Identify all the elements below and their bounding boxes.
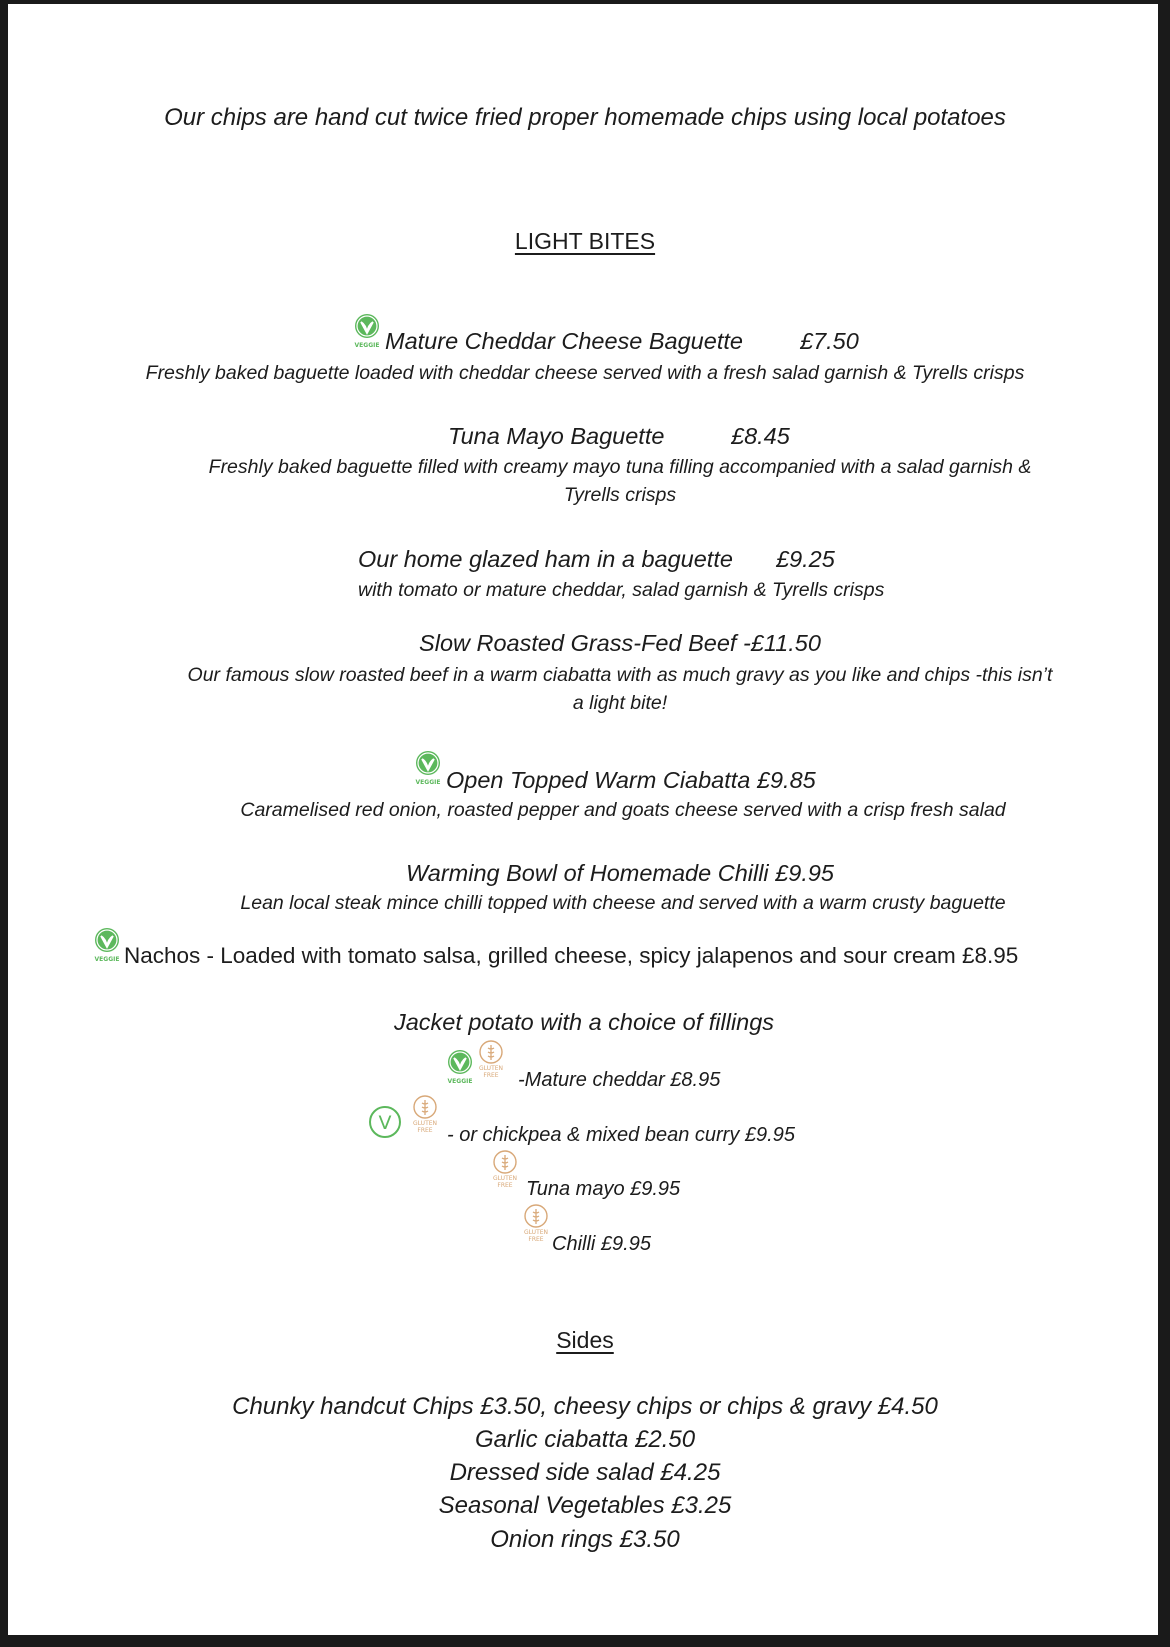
item-description: Lean local steak mince chilli topped with cheese and served with a warm crusty baguette bbox=[240, 892, 1006, 914]
filling-item: -Mature cheddar £8.95 bbox=[518, 1069, 721, 1091]
vegan-icon bbox=[367, 1104, 403, 1140]
light-bites-heading: LIGHT BITES bbox=[514, 228, 656, 254]
svg-text:FREE: FREE bbox=[497, 1182, 513, 1189]
svg-text:VEGGIE: VEGGIE bbox=[415, 779, 441, 786]
svg-text:V: V bbox=[378, 1112, 392, 1134]
veggie-icon bbox=[90, 925, 124, 965]
veggie-icon bbox=[411, 748, 445, 788]
gluten-free-icon bbox=[407, 1094, 443, 1134]
item-title: Tuna Mayo Baguette bbox=[448, 423, 665, 449]
side-item: Chunky handcut Chips £3.50, cheesy chips or chips & gravy £4.50 bbox=[232, 1393, 938, 1420]
svg-text:GLUTEN: GLUTEN bbox=[492, 1175, 518, 1182]
item-price: £7.50 bbox=[800, 328, 859, 354]
item-price: £8.45 bbox=[731, 423, 790, 449]
side-item: Dressed side salad £4.25 bbox=[449, 1459, 721, 1486]
svg-text:FREE: FREE bbox=[417, 1127, 433, 1134]
svg-text:GLUTEN: GLUTEN bbox=[412, 1120, 438, 1127]
svg-text:GLUTEN: GLUTEN bbox=[523, 1229, 549, 1236]
side-item: Garlic ciabatta £2.50 bbox=[474, 1426, 696, 1453]
filling-item: - or chickpea & mixed bean curry £9.95 bbox=[447, 1124, 795, 1146]
item-title: Our home glazed ham in a baguette bbox=[358, 546, 733, 572]
jacket-title: Jacket potato with a choice of fillings bbox=[393, 1009, 775, 1035]
item-description: Our famous slow roasted beef in a warm ciabatta with as much gravy as you like and chips -this isn’t bbox=[187, 664, 1053, 686]
item-description: Caramelised red onion, roasted pepper and goats cheese served with a crisp fresh salad bbox=[240, 799, 1006, 821]
side-item: Seasonal Vegetables £3.25 bbox=[438, 1492, 732, 1519]
filling-item: Chilli £9.95 bbox=[552, 1233, 651, 1255]
item-title: Open Topped Warm Ciabatta £9.85 bbox=[446, 767, 816, 793]
svg-text:VEGGIE: VEGGIE bbox=[447, 1078, 473, 1085]
intro-text: Our chips are hand cut twice fried proper homemade chips using local potatoes bbox=[164, 104, 1006, 131]
item-description: a light bite! bbox=[572, 692, 668, 714]
veggie-icon bbox=[350, 311, 384, 351]
item-title: Slow Roasted Grass-Fed Beef -£11.50 bbox=[419, 630, 821, 656]
item-description: Freshly baked baguette filled with creamy mayo tuna filling accompanied with a salad garnish & bbox=[208, 456, 1032, 478]
item-description: Freshly baked baguette loaded with cheddar cheese served with a fresh salad garnish & Tyrells crisps bbox=[145, 362, 1025, 384]
svg-text:FREE: FREE bbox=[483, 1072, 499, 1079]
item-title: Mature Cheddar Cheese Baguette bbox=[385, 328, 743, 354]
item-title: Warming Bowl of Homemade Chilli £9.95 bbox=[406, 860, 834, 886]
filling-item: Tuna mayo £9.95 bbox=[526, 1178, 681, 1200]
svg-text:VEGGIE: VEGGIE bbox=[94, 956, 120, 963]
item-description: with tomato or mature cheddar, salad garnish & Tyrells crisps bbox=[358, 579, 885, 601]
sides-heading: Sides bbox=[556, 1327, 614, 1353]
item-title: Nachos - Loaded with tomato salsa, grilled cheese, spicy jalapenos and sour cream £8.95 bbox=[124, 943, 1019, 968]
veggie-icon bbox=[443, 1047, 477, 1087]
gluten-free-icon bbox=[473, 1039, 509, 1079]
svg-text:FREE: FREE bbox=[528, 1236, 544, 1243]
side-item: Onion rings £3.50 bbox=[490, 1526, 680, 1553]
svg-text:VEGGIE: VEGGIE bbox=[354, 342, 380, 349]
gluten-free-icon bbox=[487, 1149, 523, 1189]
svg-text:GLUTEN: GLUTEN bbox=[478, 1065, 504, 1072]
item-price: £9.25 bbox=[776, 546, 835, 572]
gluten-free-icon bbox=[518, 1203, 554, 1243]
item-description: Tyrells crisps bbox=[563, 484, 677, 506]
